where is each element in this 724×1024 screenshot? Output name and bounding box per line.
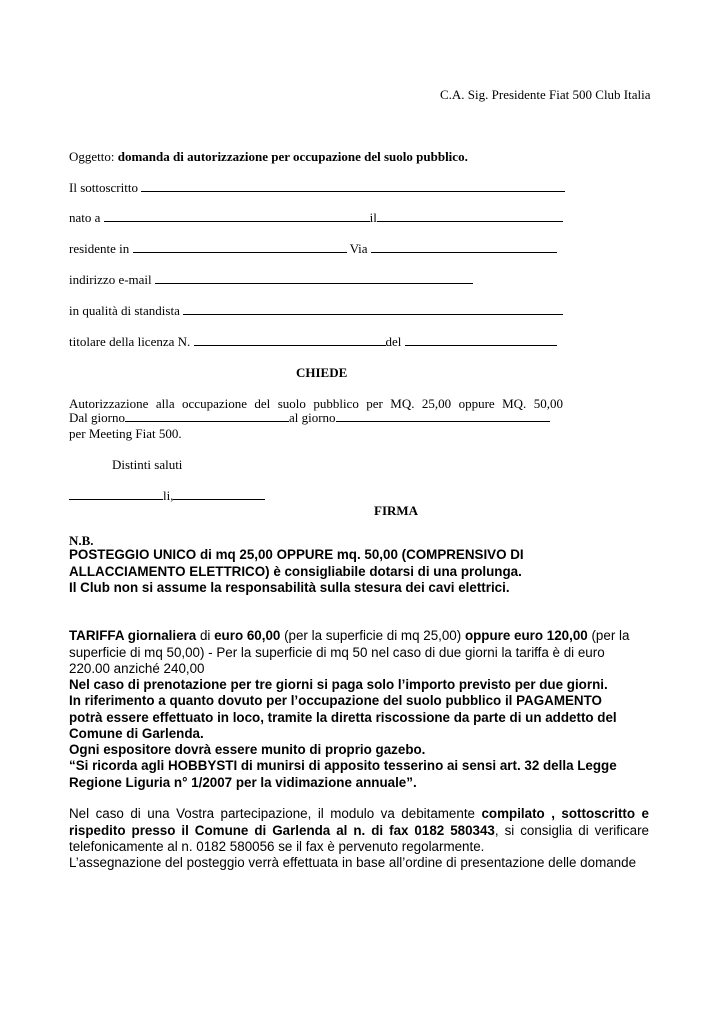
posteggio-note: POSTEGGIO UNICO di mq 25,00 OPPURE mq. 50,00 (COMPRENSIVO DI ALLACCIAMENTO ELETTRICO) è consigliabile dotarsi di una prolunga. [69,547,524,579]
blank-line[interactable] [371,241,557,253]
blank-line[interactable] [173,488,265,500]
blank-line[interactable] [133,241,347,253]
tariff-price-1: euro 60,00 [214,628,281,643]
hobbysti-note: “Si ricorda agli HOBBYSTI di munirsi di apposito tesserino ai sensi art. 32 della Legge Regione Liguria n° 1/2007 per la vidimazione annuale”. [69,758,617,790]
request-line-3: per Meeting Fiat 500. [69,426,182,441]
blank-line[interactable] [183,303,563,315]
blank-line[interactable] [336,410,550,422]
place-date-line [69,488,265,504]
gazebo-note: Ogni espositore dovrà essere munito di proprio gazebo. [69,742,426,758]
request-line-1: Autorizzazione alla occupazione del suolo pubblico per MQ. 25,00 oppure MQ. 50,00 [69,396,563,411]
dal-label: Dal giorno [69,410,125,425]
tariff-paragraph [69,628,635,678]
chiede-heading: CHIEDE [296,365,348,380]
club-note: Il Club non si assume la responsabilità sulla stesura dei cavi elettrici. [69,580,510,595]
assignment-paragraph: L’assegnazione del posteggio verrà effettuata in base all’ordine di presentazione delle domande [69,855,637,870]
tariff-title: TARIFFA giornaliera [69,628,197,643]
final-text: , si consiglia di verificare telefonicamente al n. 0182 580056 se il fax è pervenuto regolarmente. [69,822,649,854]
field-label: titolare della licenza N. [69,334,191,349]
blank-line[interactable] [377,210,563,222]
blank-line[interactable] [69,488,163,500]
firma-label: FIRMA [374,503,419,518]
field-label: Il sottoscritto [69,180,138,195]
al-label: al giorno [288,410,336,425]
tariff-text: di [196,628,215,643]
recipient-line: C.A. Sig. Presidente Fiat 500 Club Italia [440,87,651,102]
field-label: il [369,210,377,225]
field-standista [69,303,563,319]
blank-line[interactable] [194,334,386,346]
field-label: del [385,334,402,349]
tariff-text: (per la superficie di mq 25,00) [280,628,465,643]
field-licenza [69,334,557,350]
blank-line[interactable] [104,210,370,222]
li-label: li, [163,488,174,503]
field-label: nato a [69,210,101,225]
request-dates [69,410,550,426]
subject-line [69,149,468,165]
final-bold-text: compilato , sottoscritto e rispedito presso il Comune di Garlenda al n. di fax 0182 580343 [69,806,649,838]
subject-text: domanda di autorizzazione per occupazione del suolo pubblico. [117,149,468,164]
field-label: in qualità di standista [69,303,180,318]
blank-line[interactable] [125,410,289,422]
field-sottoscritto [69,180,565,196]
final-paragraph [69,806,649,856]
nb-label: N.B. [69,533,94,548]
tariff-text: (per la superficie di mq 50,00) - Per la superficie di mq 50 nel caso di due giorni la tariffa è di euro 220.00 anziché 240,00 [69,628,630,676]
blank-line[interactable] [405,334,557,346]
tariff-bold-notes [69,677,639,791]
tariff-price-2: oppure euro 120,00 [464,628,588,643]
blank-line[interactable] [155,272,473,284]
three-day-note: Nel caso di prenotazione per tre giorni si paga solo l’importo previsto per due giorni. [69,677,608,692]
field-nato [69,210,563,226]
subject-label: Oggetto: [69,149,115,164]
field-label: indirizzo e-mail [69,272,152,287]
blank-line[interactable] [141,180,565,192]
closing-salutation: Distinti saluti [112,457,183,472]
final-text: Nel caso di una Vostra partecipazione, il modulo va debitamente [69,806,482,821]
field-residente [69,241,557,257]
payment-note: In riferimento a quanto dovuto per l’occupazione del suolo pubblico il PAGAMENTO potrà essere effettuato in loco, tramite la diretta riscossione da parte di un addetto del Comune di Garlenda. [69,693,617,741]
field-email [69,272,473,288]
field-label: residente in [69,241,130,256]
field-label: Via [349,241,368,256]
